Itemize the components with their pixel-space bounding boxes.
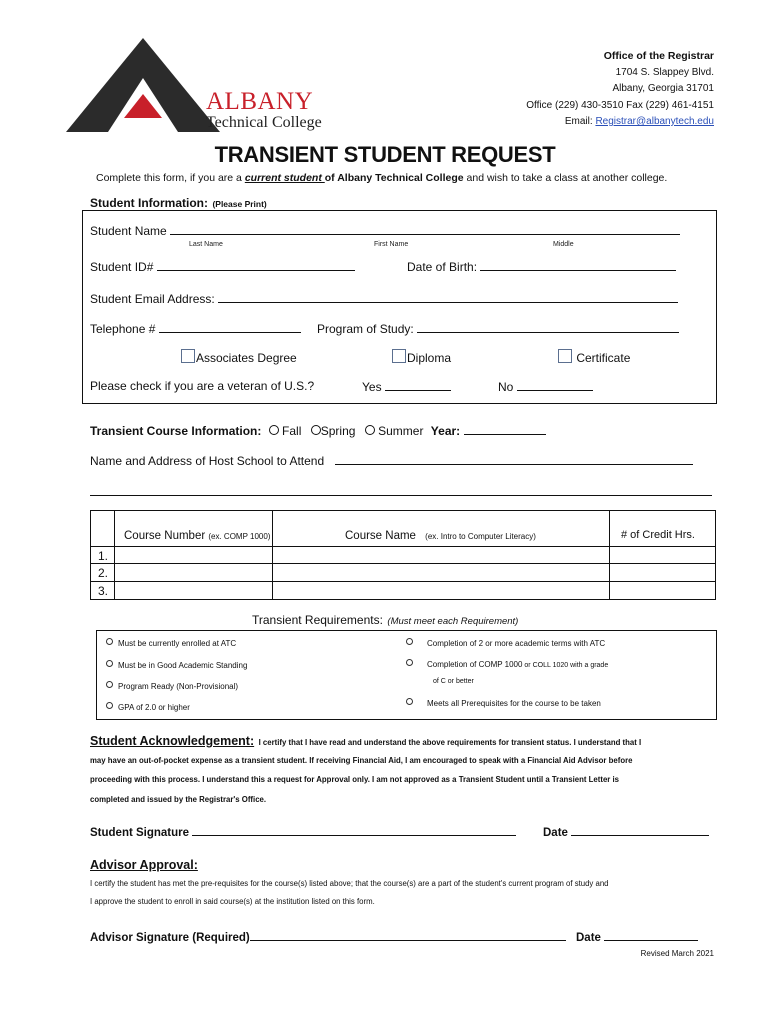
acknowledgement-line2: may have an out-of-pocket expense as a transient student. If receiving Financial Aid, I am encouraged to speak with a Financial Aid Advisor before: [90, 756, 633, 765]
program-row: Program of Study:: [317, 321, 679, 336]
advisor-date-row: Date: [576, 929, 698, 944]
office-phone-fax: Office (229) 430-3510 Fax (229) 461-4151: [526, 99, 714, 111]
veteran-no-row: No: [498, 379, 593, 394]
office-email-label: Email:: [564, 116, 596, 127]
requirements-heading: Transient Requirements: (Must meet each Requirement): [252, 613, 519, 627]
program-field[interactable]: [417, 321, 679, 333]
student-signature-field[interactable]: [192, 824, 516, 836]
spring-radio[interactable]: [311, 425, 321, 435]
requirement-item: Completion of COMP 1000 or COLL 1020 with a grade: [406, 659, 608, 669]
col-course-number: Course Number (ex. COMP 1000): [124, 530, 271, 542]
table-row-number: 1.: [98, 549, 109, 563]
dob-field[interactable]: [480, 259, 676, 271]
advisor-signature-field[interactable]: [250, 929, 566, 941]
summer-radio[interactable]: [365, 425, 375, 435]
term-row: Transient Course Information: Fall Spring Summer Year:: [90, 423, 546, 438]
requirement-item: Completion of 2 or more academic terms with ATC: [406, 638, 605, 648]
acknowledgement-line3: proceeding with this process. I understand this a request for Approval only. I am not approved as a Transient Student until a Transient Letter is: [90, 775, 619, 784]
year-field[interactable]: [464, 423, 546, 435]
requirement-item: Must be currently enrolled at ATC: [106, 638, 236, 648]
diploma-option[interactable]: Diploma: [392, 349, 451, 365]
student-name-field[interactable]: [170, 223, 680, 235]
certificate-option[interactable]: Certificate: [558, 349, 630, 365]
registrar-address-block: [526, 48, 714, 131]
host-address-line[interactable]: [90, 495, 712, 496]
advisor-heading: Advisor Approval:: [90, 858, 198, 872]
table-row-number: 2.: [98, 566, 109, 580]
col-credit-hours: # of Credit Hrs.: [621, 529, 695, 541]
host-school-row: Name and Address of Host School to Attend: [90, 453, 693, 468]
certificate-checkbox[interactable]: [558, 349, 572, 363]
requirement-item: Must be in Good Academic Standing: [106, 660, 247, 670]
veteran-yes-row: Yes: [362, 379, 451, 394]
diploma-checkbox[interactable]: [392, 349, 406, 363]
student-email-row: Student Email Address:: [90, 291, 678, 306]
associates-checkbox[interactable]: [181, 349, 195, 363]
associates-option[interactable]: Associates Degree: [181, 349, 297, 365]
requirement-item-continued: of C or better: [433, 678, 474, 685]
student-name-row: Student Name: [90, 223, 680, 238]
acknowledgement-line4: completed and issued by the Registrar's Office.: [90, 795, 267, 804]
table-row-number: 3.: [98, 584, 109, 598]
host-school-field[interactable]: [335, 453, 693, 465]
telephone-row: Telephone #: [90, 321, 301, 336]
middle-name-caption: Middle: [553, 241, 574, 248]
office-email-link[interactable]: Registrar@albanytech.edu: [595, 116, 714, 127]
student-email-field[interactable]: [218, 291, 678, 303]
veteran-label: Please check if you are a veteran of U.S.?: [90, 379, 315, 393]
student-id-row: Student ID#: [90, 259, 355, 274]
requirement-item: Meets all Prerequisites for the course to be taken: [406, 698, 601, 708]
advisor-line2: I approve the student to enroll in said course(s) at the institution listed on this form.: [90, 897, 375, 906]
advisor-line1: I certify the student has met the pre-requisites for the course(s) listed above; that the course(s) are a part of the student's current program of study and: [90, 879, 609, 888]
logo-subtitle: Technical College: [206, 114, 322, 131]
revision-date: Revised March 2021: [640, 949, 714, 958]
student-signature-row: Student Signature: [90, 824, 516, 839]
office-email-line: [526, 114, 714, 131]
student-id-field[interactable]: [157, 259, 355, 271]
acknowledgement-line1: Student Acknowledgement: I certify that I have read and understand the above requirements for transient status. I understand that I: [90, 734, 642, 748]
student-info-heading: Student Information: (Please Print): [90, 196, 267, 210]
col-course-name: Course Name (ex. Intro to Computer Literacy): [345, 530, 536, 542]
student-info-box: [82, 210, 717, 404]
course-table: [90, 510, 716, 600]
first-name-caption: First Name: [374, 241, 409, 248]
student-date-field[interactable]: [571, 824, 709, 836]
advisor-date-field[interactable]: [604, 929, 698, 941]
requirement-item: Program Ready (Non-Provisional): [106, 681, 238, 691]
student-date-row: Date: [543, 824, 709, 839]
advisor-signature-row: Advisor Signature (Required): [90, 929, 566, 944]
fall-radio[interactable]: [269, 425, 279, 435]
veteran-no-field[interactable]: [517, 379, 593, 391]
office-title: Office of the Registrar: [603, 50, 714, 62]
form-title: TRANSIENT STUDENT REQUEST: [214, 142, 556, 167]
requirement-item: GPA of 2.0 or higher: [106, 702, 190, 712]
last-name-caption: Last Name: [189, 241, 223, 248]
dob-row: Date of Birth:: [407, 259, 676, 274]
logo-name: ALBANY: [206, 88, 314, 115]
veteran-yes-field[interactable]: [385, 379, 451, 391]
office-address2: Albany, Georgia 31701: [612, 83, 714, 94]
form-intro: Complete this form, if you are a current student of Albany Technical College and wish to take a class at another college.: [96, 172, 668, 184]
office-address1: 1704 S. Slappey Blvd.: [615, 66, 714, 78]
college-logo: [58, 36, 348, 136]
telephone-field[interactable]: [159, 321, 301, 333]
